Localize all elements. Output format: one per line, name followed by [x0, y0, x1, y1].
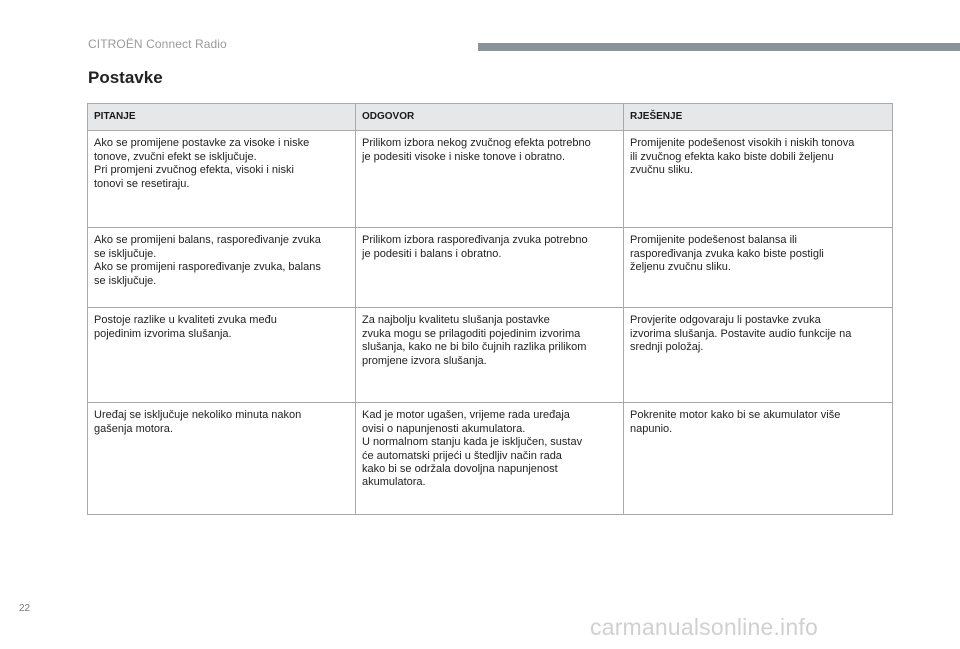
watermark-link[interactable]: carmanualsonline.info — [590, 614, 818, 640]
answer-cell — [356, 228, 624, 308]
answer-cell — [356, 403, 624, 515]
answer-text: Za najbolju kvalitetu slušanja postavke zvuka mogu se prilagoditi pojedinim izvorima slušanja, kako ne bi bilo čujnih razlika prilikom promjene izvora slušanja. — [362, 314, 587, 367]
question-cell — [88, 131, 356, 228]
question-cell — [88, 308, 356, 403]
solution-cell — [624, 403, 893, 515]
answer-text: Prilikom izbora nekog zvučnog efekta potrebno je podesiti visoke i niske tonove i obratno. — [362, 137, 591, 163]
solution-text: Pokrenite motor kako bi se akumulator više napunio. — [630, 409, 841, 435]
document-header-title: CITROËN Connect Radio — [88, 37, 227, 51]
answer-text: Prilikom izbora raspoređivanja zvuka potrebno je podesiti i balans i obratno. — [362, 234, 588, 260]
question-cell — [88, 228, 356, 308]
column-header-solution: RJEŠENJE — [624, 104, 893, 131]
faq-table — [87, 103, 893, 515]
table-row — [88, 131, 893, 228]
answer-cell — [356, 308, 624, 403]
table-row — [88, 228, 893, 308]
solution-cell — [624, 228, 893, 308]
solution-text: Provjerite odgovaraju li postavke zvuka izvorima slušanja. Postavite audio funkcije na srednji položaj. — [630, 314, 852, 354]
solution-cell — [624, 308, 893, 403]
page-number: 22 — [19, 603, 31, 614]
solution-text: Promijenite podešenost visokih i niskih tonova ili zvučnog efekta kako biste dobili željenu zvučnu sliku. — [630, 137, 855, 177]
table-header-row — [88, 104, 893, 131]
section-title: Postavke — [88, 68, 163, 87]
question-cell — [88, 403, 356, 515]
solution-text: Promijenite podešenost balansa ili raspoređivanja zvuka kako biste postigli željenu zvučnu sliku. — [630, 234, 824, 274]
header-divider-bar — [478, 43, 960, 51]
column-header-answer: ODGOVOR — [356, 104, 624, 131]
question-text: Postoje razlike u kvaliteti zvuka među pojedinim izvorima slušanja. — [94, 314, 277, 340]
table-row — [88, 403, 893, 515]
question-text: Uređaj se isključuje nekoliko minuta nakon gašenja motora. — [94, 409, 302, 435]
question-text: Ako se promijeni balans, raspoređivanje zvuka se isključuje. Ako se promijeni raspoređivanje zvuka, balans se isključuje. — [94, 234, 321, 287]
table-row — [88, 308, 893, 403]
answer-text: Kad je motor ugašen, vrijeme rada uređaja ovisi o napunjenosti akumulatora. U normalnom stanju kada je isključen, sustav će automatski prijeći u štedljiv način rada kako bi se održala dovoljna napunjenost akumulatora. — [362, 409, 583, 489]
question-text: Ako se promijene postavke za visoke i niske tonove, zvučni efekt se isključuje. Pri promjeni zvučnog efekta, visoki i niski tonovi se resetiraju. — [94, 137, 310, 190]
answer-cell — [356, 131, 624, 228]
column-header-question: PITANJE — [88, 104, 356, 131]
solution-cell — [624, 131, 893, 228]
